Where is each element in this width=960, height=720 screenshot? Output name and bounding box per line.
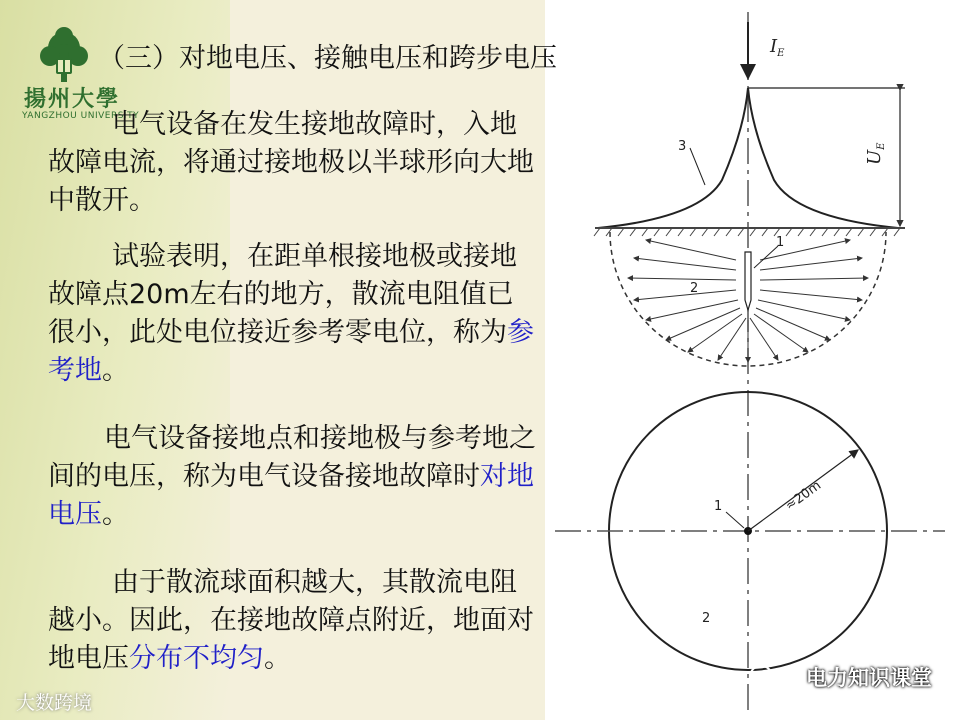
- wechat-watermark: 电力知识课堂: [806, 666, 932, 690]
- leader-1-bottom: [726, 512, 744, 528]
- wechat-icon: [750, 664, 780, 688]
- label-1-top: 1: [776, 235, 785, 250]
- paragraph-ground-fault: 电气设备在发生接地故障时，入地故障电流，将通过接地极以半球形向大地中散开。: [48, 109, 534, 216]
- label-20m: ≈20m: [782, 478, 825, 514]
- label-1-bottom: 1: [714, 499, 723, 514]
- ground-surface: [594, 228, 905, 236]
- slide-title: （三）对地电压、接触电压和跨步电压: [98, 43, 557, 74]
- label-3: 3: [678, 139, 687, 154]
- term-voltage-to-earth: 对地电压: [48, 461, 534, 530]
- paragraph-reference-ground: 试验表明，在距单根接地极或接地故障点20m左右的地方，散流电阻值已很小，此处电位接近参考零电位，称为参考地。: [48, 241, 534, 386]
- label-ue: $U_E$: [864, 142, 887, 165]
- university-logo-name: 揚州大學: [24, 86, 121, 112]
- label-ie: $I_E$: [770, 36, 785, 59]
- label-2-bottom: 2: [702, 611, 711, 626]
- paragraph-voltage-to-earth: 电气设备接地点和接地极与参考地之间的电压，称为电气设备接地故障时对地电压。: [48, 423, 536, 530]
- grounding-diagram: [545, 0, 960, 720]
- term-uneven-distribution: 分布不均匀: [129, 643, 264, 674]
- university-logo-subtitle: YANGZHOU UNIVERSITY: [22, 111, 140, 121]
- label-2-top: 2: [690, 281, 699, 296]
- leader-3: [690, 148, 705, 185]
- ground-electrode: [745, 252, 751, 310]
- corner-watermark: 大数跨境: [16, 692, 93, 714]
- term-reference-ground: 参考地: [48, 317, 534, 386]
- paragraph-uneven-distribution: 由于散流球面积越大，其散流电阻越小。因此，在接地故障点附近，地面对地电压分布不均匀。: [48, 567, 534, 674]
